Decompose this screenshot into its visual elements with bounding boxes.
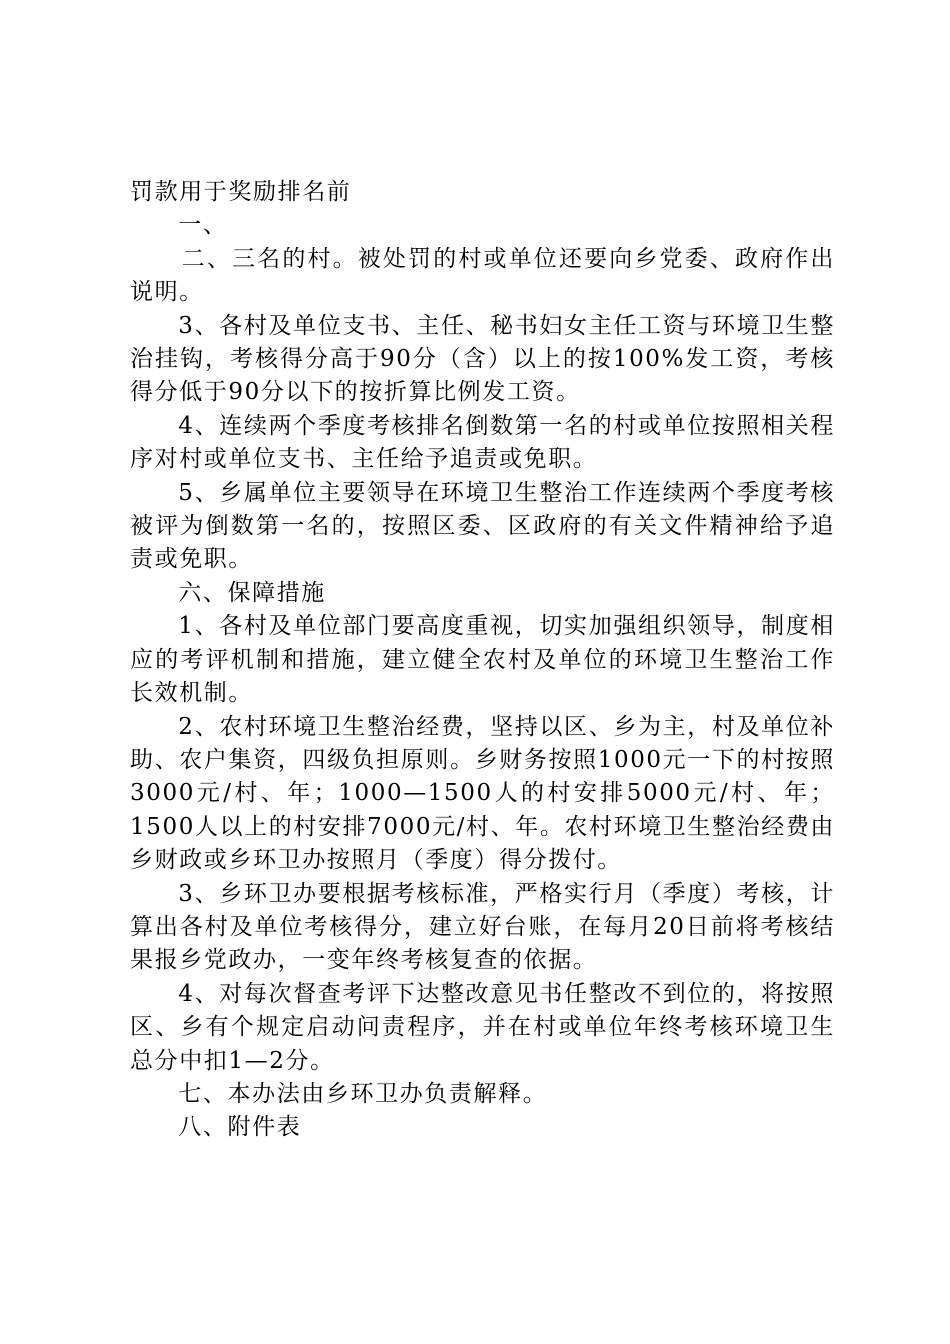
paragraph-item-4-accountability: 4、连续两个季度考核排名倒数第一名的村或单位按照相关程序对村或单位支书、主任给予追责或免职。 — [130, 412, 835, 473]
paragraph-item-5-leaders: 5、乡属单位主要领导在环境卫生整治工作连续两个季度考核被评为倒数第一名的，按照区委、区政府的有关文件精神给予追责或免职。 — [130, 479, 835, 573]
paragraph-second-third: 二、三名的村。被处罚的村或单位还要向乡党委、政府作出说明。 — [130, 245, 835, 306]
paragraph-item-3-salary: 3、各村及单位支书、主任、秘书妇女主任工资与环境卫生整治挂钩，考核得分高于90分（含）以上的按100%发工资，考核得分低于90分以下的按折算比例发工资。 — [130, 312, 835, 406]
paragraph-fine-usage: 罚款用于奖励排名前 — [130, 179, 352, 205]
document-page — [130, 176, 835, 1145]
paragraph-first-item: 一、 — [178, 212, 228, 239]
section-heading-interpretation: 七、本办法由乡环卫办负责解释。 — [178, 1080, 548, 1107]
paragraph-safeguard-2-funding: 2、农村环境卫生整治经费，坚持以区、乡为主，村及单位补助、农户集资，四级负担原则。乡财务按照1000元一下的村按照3000元/村、年；1000—1500人的村安排5000元/村、年；1500人以上的村安排7000元/村、年。农村环境卫生整治经费由乡财政或乡环卫办按照月（季度）得分拨付。 — [130, 713, 836, 874]
paragraph-safeguard-4-accountability: 4、对每次督查考评下达整改意见书任整改不到位的，将按照区、乡有个规定启动问责程序，并在村或单位年终考核环境卫生总分中扣1—2分。 — [130, 980, 835, 1074]
section-heading-attachment: 八、附件表 — [178, 1114, 302, 1141]
section-heading-safeguards: 六、保障措施 — [178, 579, 326, 606]
paragraph-safeguard-3-assessment: 3、乡环卫办要根据考核标准，严格实行月（季度）考核，计算出各村及单位考核得分，建立好台账，在每月20日前将考核结果报乡党政办，一变年终考核复查的依据。 — [130, 880, 835, 974]
paragraph-safeguard-1: 1、各村及单位部门要高度重视，切实加强组织领导，制度相应的考评机制和措施，建立健全农村及单位的环境卫生整治工作长效机制。 — [130, 613, 835, 707]
